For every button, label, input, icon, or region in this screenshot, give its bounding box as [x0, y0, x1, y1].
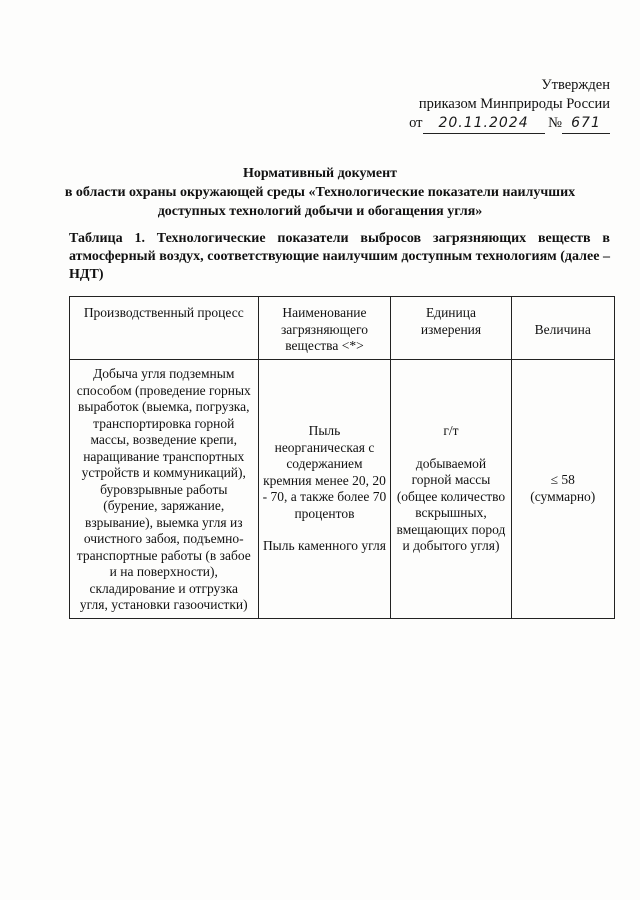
- table-caption: Таблица 1. Технологические показатели выбросов загрязняющих веществ в атмосферный воздух, соответствующие наилучшим доступным технологиям (далее – НДТ): [69, 231, 610, 282]
- header-value: Величина: [511, 297, 614, 360]
- document-title-line2: в области охраны окружающей среды «Технологические показатели наилучших доступных технологий добычи и обогащения угля»: [64, 185, 576, 219]
- date-prefix: от: [409, 115, 423, 131]
- approval-block: [409, 76, 610, 134]
- pollutant-inorganic-dust: Пыль неорганическая с содержанием кремния менее 20, 20 - 70, а также более 70 процентов: [262, 423, 387, 521]
- value-note: (суммарно): [530, 488, 596, 504]
- unit-description: добываемой горной массы (общее количество вскрышных, вмещающих пород и добытого угля): [396, 455, 506, 553]
- pollutant-coal-dust: Пыль каменного угля: [262, 538, 386, 553]
- ndt-table: [69, 296, 615, 619]
- unit-value: г/т: [443, 423, 459, 438]
- cell-process: Добыча угля подземным способом (проведение горных выработок (выемка, погрузка, транспортировка горной массы, возведение крепи, наращивание транспортных устройств и коммуникаций), буровзрывные работы (бурение, заряжание, взрывание), выемка угля из очистного забоя, подъемно-транспортные работы (в забое и на поверхности), складирование и отгрузка угля, установки газоочистки): [70, 360, 259, 619]
- value-limit: ≤ 58: [550, 472, 575, 488]
- cell-unit: [391, 360, 511, 619]
- table-header-row: [70, 297, 615, 360]
- order-number: 671: [562, 114, 610, 134]
- number-prefix: №: [548, 115, 562, 131]
- table-row: [70, 360, 615, 619]
- approval-order: приказом Минприроды России: [418, 96, 610, 112]
- cell-value: [511, 360, 614, 619]
- header-pollutant: Наименование загрязняющего вещества <*>: [258, 297, 391, 360]
- document-title-line1: Нормативный документ: [242, 166, 398, 181]
- approval-approved: Утвержден: [541, 77, 610, 93]
- header-unit: Единица измерения: [391, 297, 511, 360]
- approval-date-number: [409, 114, 610, 134]
- document-title: [40, 164, 600, 221]
- header-process: Производственный процесс: [70, 297, 259, 360]
- order-date: 20.11.2024: [423, 114, 545, 134]
- cell-pollutant: [258, 360, 391, 619]
